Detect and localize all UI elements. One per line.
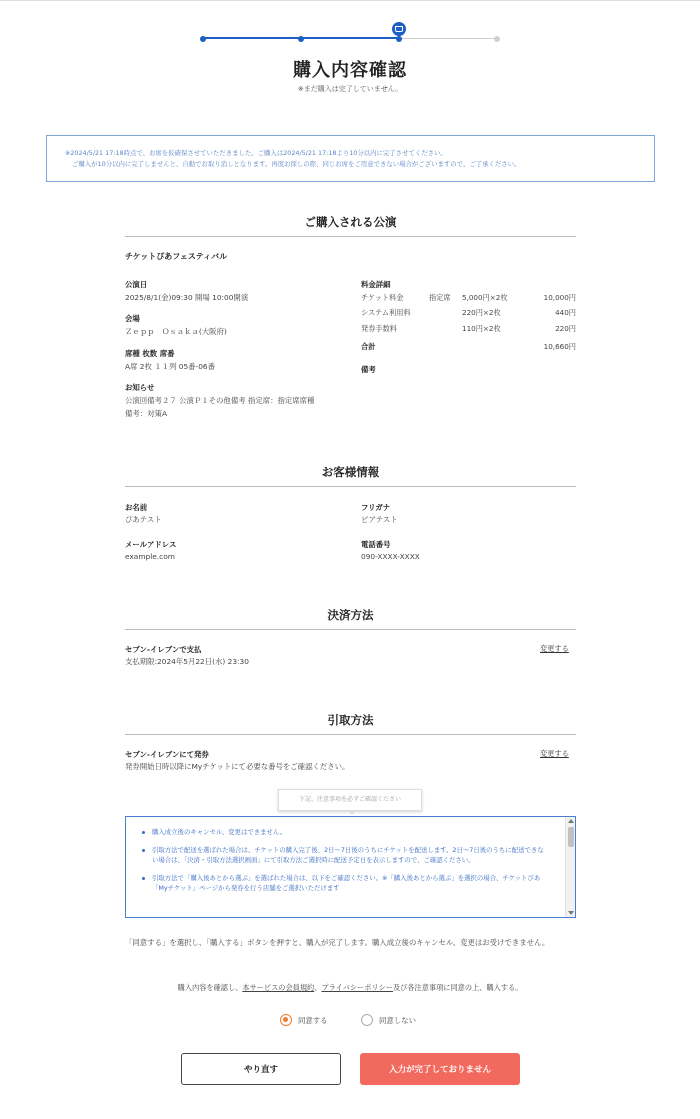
pickup-note: 発券開始日時以降にMyチケットにて必要な番号をご確認ください。 — [125, 762, 350, 771]
step-2-dot — [298, 36, 304, 42]
news-label: お知らせ — [125, 383, 155, 392]
reservation-notice — [46, 135, 655, 182]
scrollbar-thumb[interactable] — [568, 827, 574, 847]
terms-scroll-box[interactable] — [125, 816, 576, 918]
top-divider — [0, 0, 700, 1]
phone-label: 電話番号 — [361, 540, 391, 549]
name-value: ぴあテスト — [125, 515, 162, 524]
news-line-1: 公演回備考２７ 公演Ｐ１その他備考 指定席：指定席席種 — [125, 396, 315, 405]
venue-label: 会場 — [125, 314, 140, 323]
terms-item: 引取方法で配送を選ばれた場合は、チケットの購入完了後、2日～7日後のうちにチケットを配送します。2日～7日後のうちに配送できない場合は、「決済・引取方法選択画面」にて引取方法ご選択時に配送予定日を表示しますので、ご確認ください。 — [142, 845, 545, 866]
fee-row-issuing: 発券手数料 110円×2枚 220円 — [361, 324, 576, 333]
radio-unchecked-icon[interactable] — [361, 1014, 373, 1026]
remarks-label: 備考 — [361, 365, 376, 374]
scroll-down-icon[interactable] — [568, 911, 574, 915]
terms-list — [126, 817, 575, 894]
fee-detail-label: 料金詳細 — [361, 280, 391, 289]
pickup-section-title: 引取方法 — [125, 712, 576, 735]
scroll-up-icon[interactable] — [568, 819, 574, 823]
payment-deadline: 支払期限:2024年5月22日(水) 23:30 — [125, 657, 249, 666]
terms-item: 購入成立後のキャンセル、変更はできません。 — [142, 827, 545, 838]
fee-row-ticket: チケット料金 指定席 5,000円×2枚 10,000円 — [361, 293, 576, 302]
retry-button[interactable]: やり直す — [181, 1053, 341, 1085]
change-payment-link[interactable]: 変更する — [540, 644, 569, 653]
news-line-2: 備考：対策A — [125, 409, 168, 418]
venue-value: Ｚｅｐｐ Ｏｓａｋａ(大阪府) — [125, 327, 227, 336]
name-label: お名前 — [125, 503, 148, 512]
radio-checked-icon[interactable] — [280, 1014, 292, 1026]
email-value: example.com — [125, 552, 175, 561]
page-subtitle: ※まだ購入は完了していません。 — [297, 85, 403, 93]
payment-method: セブン-イレブンで支払 — [125, 645, 202, 654]
step-1-dot — [200, 36, 206, 42]
fee-row-system: システム利用料 220円×2枚 440円 — [361, 308, 576, 317]
membership-terms-link[interactable]: 本サービスの会員規約 — [242, 983, 315, 992]
date-value: 2025/8/1(金)09:30 開場 10:00開演 — [125, 293, 249, 302]
performance-section-title: ご購入される公演 — [125, 214, 576, 237]
step-4-dot — [494, 36, 500, 42]
submit-button[interactable]: 入力が完了しておりません — [360, 1053, 520, 1085]
privacy-policy-link[interactable]: プライバシーポリシー — [321, 983, 393, 992]
disagree-radio[interactable] — [361, 1013, 416, 1027]
agree-radio[interactable] — [280, 1013, 328, 1027]
change-pickup-link[interactable]: 変更する — [540, 749, 569, 758]
agreement-note: 「同意する」を選択し、「購入する」ボタンを押すと、購入が完了します。購入成立後のキャンセル、変更はお受けできません。 — [125, 938, 550, 947]
terms-item: 引取方法で「購入後あとから選ぶ」を選ばれた場合は、以下をご確認ください。※「購入後あとから選ぶ」を選択の場合、チケットぴあ「Myチケット」ページから発券を行う店舗をご選択いただけます — [142, 873, 545, 894]
pickup-method: セブン-イレブンにて発券 — [125, 750, 209, 759]
kana-label: フリガナ — [361, 503, 391, 512]
agree-label: 同意する — [298, 1015, 328, 1025]
email-label: メールアドレス — [125, 540, 177, 549]
kana-value: ピアテスト — [361, 515, 398, 524]
payment-section-title: 決済方法 — [125, 607, 576, 630]
notice-line-1: ※2024/5/21 17:18時点で、お席を仮確保させていただきました。ご購入は2024/5/21 17:18より10分以内に完了させてください。 — [65, 149, 447, 157]
consent-text: 購入内容を確認し、本サービスの会員規約、プライバシーポリシー及び各注意事項に同意の上、購入する。 — [177, 983, 523, 992]
seat-value: A席 2枚 １１列 05番-06番 — [125, 362, 216, 371]
phone-value: 090-XXXX-XXXX — [361, 552, 420, 561]
fee-row-total: 合計 10,660円 — [361, 342, 576, 351]
date-label: 公演日 — [125, 280, 148, 289]
event-name: チケットぴあフェスティバル — [125, 252, 228, 261]
seat-label: 席種 枚数 席番 — [125, 349, 175, 358]
terms-scrollbar[interactable] — [565, 817, 575, 917]
customer-section-title: お客様情報 — [125, 464, 576, 487]
notice-line-2: ご購入が10分以内に完了しませんと、自動でお取り消しとなります。再度お探しの際、同じお席をご用意できない場合がございますので、ご了承ください。 — [72, 160, 521, 168]
disagree-label: 同意しない — [379, 1015, 416, 1025]
terms-tooltip: 下記、注意事項を必ずご確認ください — [278, 789, 422, 811]
cart-icon — [392, 22, 406, 36]
page-title: 購入内容確認 — [293, 60, 407, 81]
progress-stepper — [203, 20, 497, 50]
